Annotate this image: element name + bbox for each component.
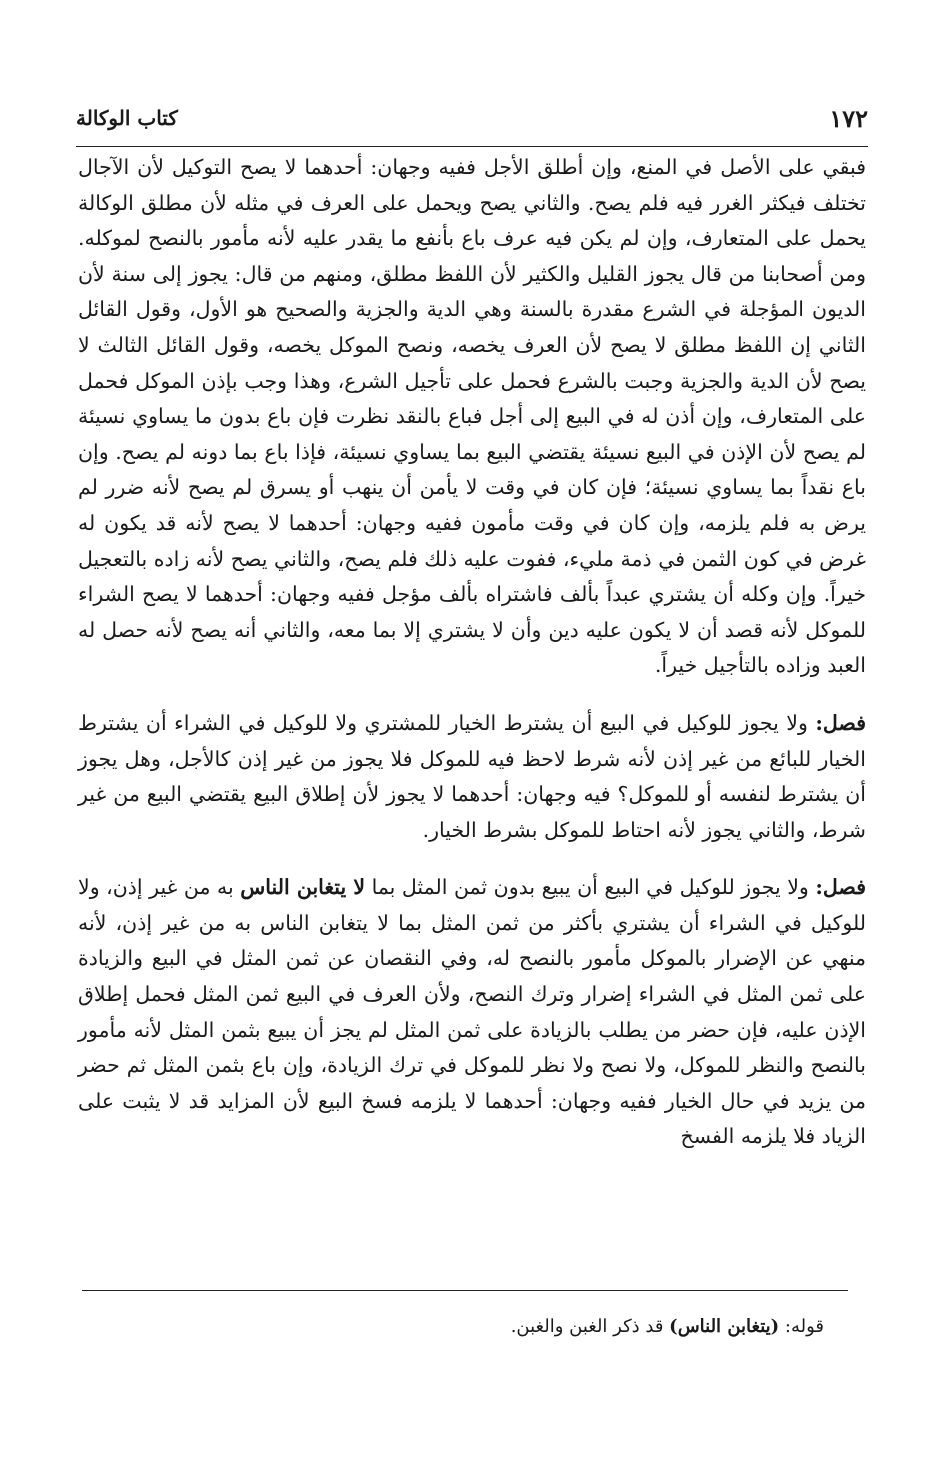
page-number: ١٧٢ (829, 104, 868, 133)
header-rule (76, 146, 868, 147)
page-header (76, 104, 868, 144)
section-lead: فصل: (815, 710, 866, 735)
paragraph-3 (78, 870, 866, 1155)
running-title: كتاب الوكالة (76, 106, 178, 130)
footnote-text: قد ذكر الغبن والغبن. (510, 1316, 670, 1337)
main-text (78, 150, 866, 1155)
paragraph-3-text-a: ولا يجوز للوكيل في البيع أن يبيع بدون ثمن المثل بما (365, 875, 816, 900)
section-lead: فصل: (815, 875, 866, 900)
paragraph-3-text-b: به من غير إذن، ولا للوكيل في الشراء أن يشتري بأكثر من ثمن المثل بما لا يتغابن الناس به من غير إذن، لأنه منهي عن الإضرار بالموكل مأمور بالنصح له، وفي النقصان عن ثمن المثل في البيع والزيادة على ثمن المثل في الشراء إضرار وترك النصح، ولأن العرف في البيع ثمن المثل فحمل إطلاق الإذن عليه، فإن حضر من يطلب بالزيادة على ثمن المثل لم يجز أن يبيع بثمن المثل لأنه مأمور بالنصح والنظر للموكل، ولا نصح ولا نظر للموكل في ترك الزيادة، وإن باع بثمن المثل ثم حضر من يزيد في حال الخيار ففيه وجهان: أحدهما لا يلزمه فسخ البيع لأن المزايد قد لا يثبت على الزياد فلا يلزمه الفسخ (78, 875, 866, 1149)
paragraph-2-text: ولا يجوز للوكيل في البيع أن يشترط الخيار للمشتري ولا للوكيل في الشراء أن يشترط الخيار للبائع من غير إذن لأنه شرط لاحظ فيه للموكل فلا يجوز من غير إذن كالأجل، وهل يجوز أن يشترط لنفسه أو للموكل؟ فيه وجهان: أحدهما لا يجوز لأن إطلاق البيع يقتضي البيع من غير شرط، والثاني يجوز لأنه احتاط للموكل بشرط الخيار. (78, 710, 866, 842)
footnote (120, 1312, 824, 1342)
footnote-term: (يتغابن الناس) (669, 1316, 780, 1337)
paragraph-1 (78, 150, 866, 684)
footnote-prefix: قوله: (779, 1316, 824, 1337)
footnote-rule (82, 1290, 848, 1291)
paragraph-2 (78, 706, 866, 848)
bold-phrase: لا يتغابن الناس (240, 875, 366, 900)
paragraph-1-text: فبقي على الأصل في المنع، وإن أطلق الأجل ففيه وجهان: أحدهما لا يصح التوكيل لأن الآجال تختلف فيكثر الغرر فيه فلم يصح. والثاني يصح ويحمل على العرف في مثله لأن مطلق الوكالة يحمل على المتعارف، وإن لم يكن فيه عرف باع بأنفع ما يقدر عليه لأنه مأمور بالنصح لموكله. ومن أصحابنا من قال يجوز القليل والكثير لأن اللفظ مطلق، ومنهم من قال: يجوز إلى سنة لأن الديون المؤجلة في الشرع مقدرة بالسنة وهي الدية والجزية والصحيح هو الأول، وقول القائل الثاني إن اللفظ مطلق لا يصح لأن العرف يخصه، ونصح الموكل يخصه، وقول القائل الثالث لا يصح لأن الدية والجزية وجبت بالشرع فحمل على تأجيل الشرع، وهذا وجب بإذن الموكل فحمل على المتعارف، وإن أذن له في البيع إلى أجل فباع بالنقد نظرت فإن باع بدون ما يساوي نسيئة لم يصح لأن الإذن في البيع نسيئة يقتضي البيع بما يساوي نسيئة، فإذا باع بما دونه لم يصح. وإن باع نقداً بما يساوي نسيئة؛ فإن كان في وقت لا يأمن أن ينهب أو يسرق لم يصح لأنه ضرر لم يرض به فلم يلزمه، وإن كان في وقت مأمون ففيه وجهان: أحدهما لا يصح لأنه قد يكون له غرض في كون الثمن في ذمة مليء، ففوت عليه ذلك فلم يصح، والثاني يصح لأنه زاده بالتعجيل خيراً. وإن وكله أن يشتري عبداً بألف فاشتراه بألف مؤجل ففيه وجهان: أحدهما لا يصح الشراء للموكل لأنه قصد أن لا يكون عليه دين وأن لا يشتري إلا بما معه، والثاني أنه يصح لأنه حصل له العبد وزاده بالتأجيل خيراً. (78, 155, 866, 678)
